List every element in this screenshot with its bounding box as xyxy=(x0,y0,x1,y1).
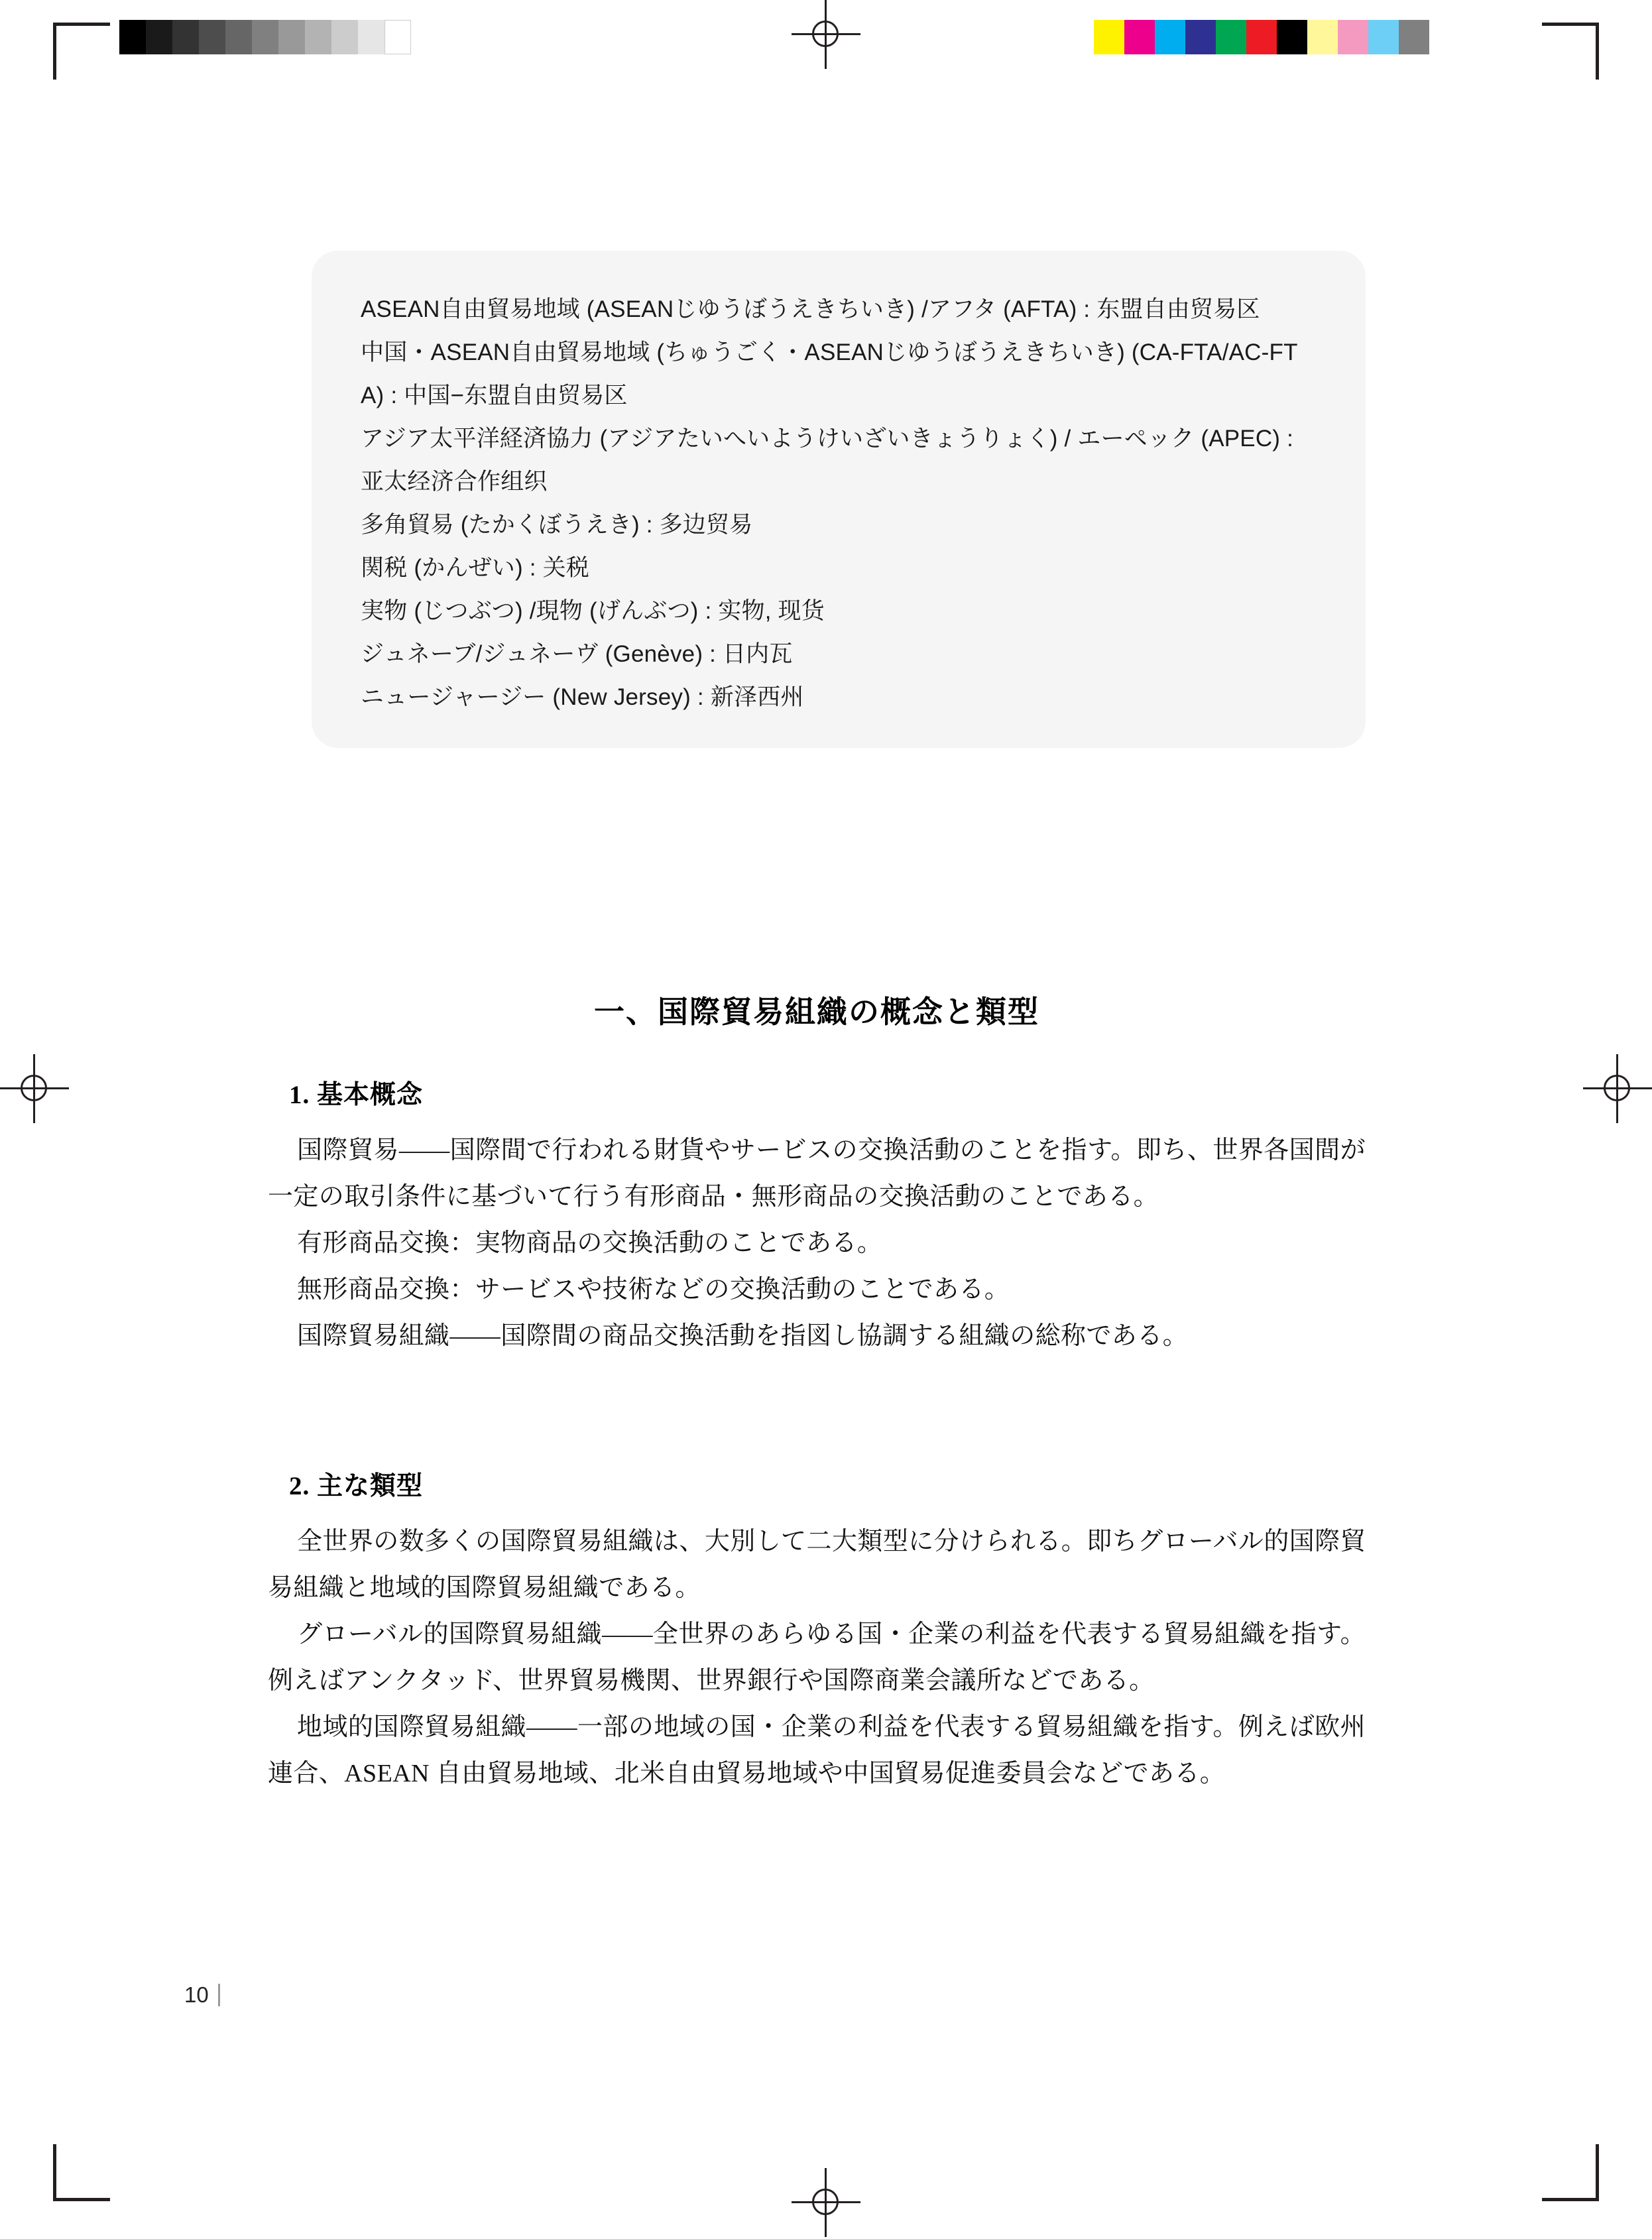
color-swatch xyxy=(1246,20,1277,54)
subsection-heading-main-types: 2. 主な類型 xyxy=(289,1472,424,1500)
registration-corner-bottom-right xyxy=(1542,2144,1599,2201)
color-swatch xyxy=(1155,20,1185,54)
glossary-entry: 実物 (じつぶつ) /現物 (げんぶつ) : 实物, 现货 xyxy=(361,598,825,624)
paragraph: 無形商品交換：サービスや技術などの交換活動のことである。 xyxy=(297,1276,1010,1303)
color-swatch xyxy=(1338,20,1368,54)
grayscale-swatch xyxy=(305,20,331,54)
grayscale-calibration-bar xyxy=(119,20,411,54)
paragraph: 有形商品交換：実物商品の交換活動のことである。 xyxy=(297,1229,883,1257)
glossary-entry: ジュネーブ/ジュネーヴ (Genève) : 日内瓦 xyxy=(361,641,793,667)
paragraph: 国際貿易組織——国際間の商品交換活動を指図し協調する組織の総称である。 xyxy=(297,1322,1189,1350)
glossary-entry: アジア太平洋経済協力 (アジアたいへいようけいざいきょうりょく) / エーペック (APEC) : 亚太经济合作组织 xyxy=(361,426,1294,495)
paragraph: 全世界の数多くの国際貿易組織は、大別して二大類型に分けられる。即ちグローバル的国際貿易組織と地域的国際貿易組織である。 xyxy=(268,1528,1366,1602)
color-calibration-bar xyxy=(1094,20,1429,54)
glossary-entry: 多角貿易 (たかくぼうえき) : 多边贸易 xyxy=(361,512,753,538)
glossary-entry: 関税 (かんぜい) : 关税 xyxy=(361,555,590,581)
paragraph: グローバル的国際貿易組織——全世界のあらゆる国・企業の利益を代表する貿易組織を指す。例えばアンクタッド、世界貿易機関、世界銀行や国際商業会議所などである。 xyxy=(268,1620,1366,1695)
grayscale-swatch xyxy=(199,20,225,54)
subsection-heading-2-wrap xyxy=(268,1465,1366,1502)
glossary-entry: ニュージャージー (New Jersey) : 新泽西州 xyxy=(361,684,804,710)
subsection-body-1 xyxy=(268,1127,1366,1359)
color-swatch xyxy=(1399,20,1429,54)
color-swatch xyxy=(1185,20,1216,54)
color-swatch xyxy=(1277,20,1307,54)
paragraph: 地域的国際貿易組織——一部の地域の国・企業の利益を代表する貿易組織を指す。例えば欧州連合、ASEAN 自由貿易地域、北米自由貿易地域や中国貿易促進委員会などである。 xyxy=(268,1713,1366,1787)
color-swatch xyxy=(1368,20,1399,54)
grayscale-swatch xyxy=(252,20,278,54)
registration-corner-top-left xyxy=(53,23,110,80)
registration-crosshair-right xyxy=(1583,1054,1652,1123)
color-swatch xyxy=(1124,20,1155,54)
registration-crosshair-top xyxy=(792,0,860,69)
grayscale-swatch xyxy=(172,20,199,54)
page-number: 10 xyxy=(184,1982,209,2007)
glossary-entry: ASEAN自由貿易地域 (ASEANじゆうぼうえきちいき) /アフタ (AFTA) : 东盟自由贸易区 xyxy=(361,296,1260,322)
grayscale-swatch xyxy=(119,20,146,54)
registration-corner-bottom-left xyxy=(53,2144,110,2201)
page-number-block xyxy=(184,1982,220,2008)
color-swatch xyxy=(1307,20,1338,54)
grayscale-swatch xyxy=(331,20,358,54)
paragraph: 国際貿易——国際間で行われる財貨やサービスの交換活動のことを指す。即ち、世界各国間が一定の取引条件に基づいて行う有形商品・無形商品の交換活動のことである。 xyxy=(268,1136,1366,1211)
registration-crosshair-bottom xyxy=(792,2168,860,2237)
subsection-body-2 xyxy=(268,1518,1366,1797)
color-swatch xyxy=(1094,20,1124,54)
page-number-rule xyxy=(218,1984,220,2006)
grayscale-swatch xyxy=(225,20,252,54)
grayscale-swatch xyxy=(358,20,384,54)
page-title: 一、国際貿易組織の概念と類型 xyxy=(594,995,1039,1029)
grayscale-swatch xyxy=(278,20,305,54)
grayscale-swatch xyxy=(384,20,411,54)
section-title-wrap xyxy=(268,988,1366,1032)
color-swatch xyxy=(1216,20,1246,54)
glossary-entry: 中国・ASEAN自由貿易地域 (ちゅうごく・ASEANじゆうぼうえきちいき) (CA-FTA/AC-FTA) : 中国−东盟自由贸易区 xyxy=(361,339,1298,408)
subsection-heading-basic-concepts: 1. 基本概念 xyxy=(289,1081,424,1109)
subsection-heading-1-wrap xyxy=(268,1074,1366,1111)
glossary-card xyxy=(312,251,1366,748)
registration-corner-top-right xyxy=(1542,23,1599,80)
grayscale-swatch xyxy=(146,20,172,54)
registration-crosshair-left xyxy=(0,1054,69,1123)
